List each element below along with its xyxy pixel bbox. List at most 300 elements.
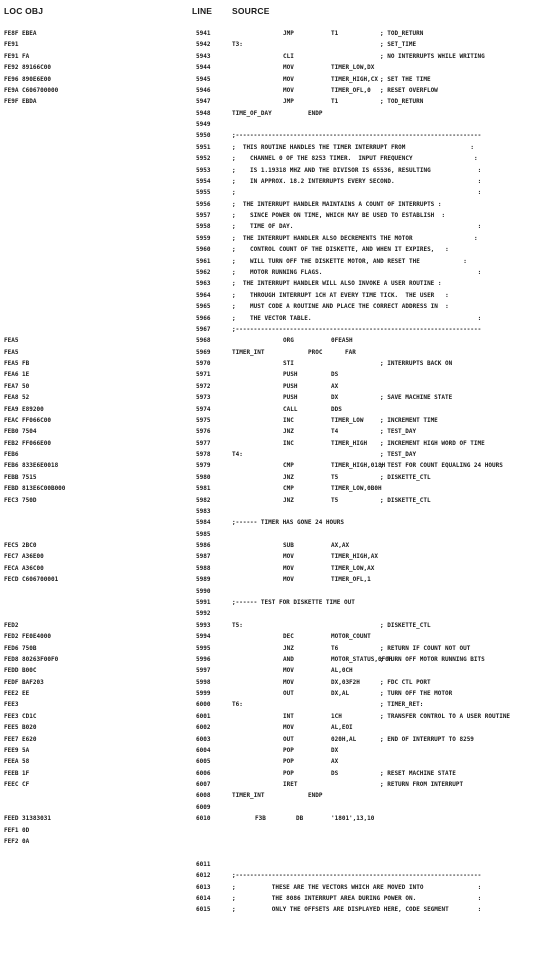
line-number: 5971 (196, 371, 211, 379)
source-comment: ; THE VECTOR TABLE. : (232, 314, 482, 322)
listing-row (0, 665, 560, 676)
listing-row (0, 267, 560, 278)
listing-row (0, 608, 560, 619)
listing-row (0, 460, 560, 471)
source-comment: ; MOTOR RUNNING FLAGS. : (232, 268, 482, 276)
listing-row (0, 495, 560, 506)
listing-row (0, 711, 560, 722)
object-code: FEA7 50 (4, 382, 30, 390)
source-remark: ; END OF INTERRUPT TO 8259 (380, 735, 474, 743)
source-remark: ; SET_TIME (380, 41, 417, 49)
source-mnemonic: PUSH (283, 371, 298, 379)
listing-row (0, 882, 560, 893)
source-mnemonic: MOV (283, 576, 294, 584)
line-number: 6006 (196, 769, 211, 777)
source-mnemonic: DEC (283, 633, 294, 641)
object-code: FE96 890E6E00 (4, 75, 51, 83)
listing-row (0, 51, 560, 62)
line-number: 5968 (196, 337, 211, 345)
source-comment: ; MUST CODE A ROUTINE AND PLACE THE CORRECT ADDRESS IN : (232, 303, 449, 311)
listing-row (0, 756, 560, 767)
object-code: FEEA 58 (4, 758, 30, 766)
listing-row (0, 813, 560, 824)
source-mnemonic: POP (283, 746, 294, 754)
source-comment: ; THE INTERRUPT HANDLER WILL ALSO INVOKE A USER ROUTINE : (232, 280, 442, 288)
line-number: 5985 (196, 530, 211, 538)
source-mnemonic: MOV (283, 667, 294, 675)
line-number: 5982 (196, 496, 211, 504)
listing-row (0, 688, 560, 699)
header-line: LINE (192, 6, 213, 16)
object-code: FEC5 2BC0 (4, 542, 37, 550)
listing-row (0, 39, 560, 50)
source-mnemonic: JNZ (283, 496, 294, 504)
source-label: TIMER_INT (232, 348, 265, 356)
source-remark: ; DISKETTE_CTL (380, 621, 431, 629)
source-mnemonic: CMP (283, 485, 294, 493)
source-remark: ; INCREMENT TIME (380, 416, 438, 424)
object-code: FEEC CF (4, 781, 30, 789)
source-comment: ; TIME OF DAY. : (232, 223, 482, 231)
line-number: 5969 (196, 348, 211, 356)
line-number: 5948 (196, 109, 211, 117)
listing-row (0, 540, 560, 551)
source-mnemonic: OUT (283, 690, 294, 698)
line-number: 5962 (196, 268, 211, 276)
listing-row (0, 28, 560, 39)
listing-row (0, 517, 560, 528)
source-remark: ; TIMER_RET: (380, 701, 424, 709)
source-comment: ;-------------------------------------------------------------------- (232, 325, 482, 333)
line-number: 5952 (196, 155, 211, 163)
line-number: 5956 (196, 200, 211, 208)
source-comment: ; ONLY THE OFFSETS ARE DISPLAYED HERE, CODE SEGMENT : (232, 906, 482, 914)
source-remark: ; SET THE TIME (380, 75, 431, 83)
listing-row (0, 529, 560, 540)
source-label: TIMER_INT (232, 792, 265, 800)
source-operand: T4 (331, 428, 339, 436)
listing-row (0, 199, 560, 210)
listing-row (0, 699, 560, 710)
object-code: FEB6 833E6E0018 (4, 462, 59, 470)
source-operand: 1CH (331, 712, 342, 720)
listing-row (0, 825, 560, 836)
source-operand: TIMER_HIGH (331, 439, 368, 447)
line-number: 5950 (196, 132, 211, 140)
object-code: FEF2 0A (4, 837, 30, 845)
listing-row (0, 847, 560, 858)
object-code: FEE5 B020 (4, 724, 37, 732)
listing-row (0, 586, 560, 597)
listing-row (0, 802, 560, 813)
source-operand: TIMER_HIGH,AX (331, 553, 378, 561)
object-code: FEDD B00C (4, 667, 37, 675)
source-remark: ; INCREMENT HIGH WORD OF TIME (380, 439, 485, 447)
line-number: 5954 (196, 177, 211, 185)
source-comment: ; : (232, 189, 482, 197)
object-code: FEB2 FF066E00 (4, 439, 51, 447)
source-comment: ; IN APPROX. 18.2 INTERRUPTS EVERY SECOND. : (232, 177, 482, 185)
source-mnemonic: AND (283, 655, 294, 663)
source-operand: AX,AX (331, 542, 350, 550)
object-code: FEB0 7504 (4, 428, 37, 436)
source-mnemonic: INC (283, 439, 294, 447)
object-code: FEE2 EE (4, 690, 30, 698)
source-mnemonic: POP (283, 769, 294, 777)
line-number: 5945 (196, 75, 211, 83)
source-label: F3B (255, 815, 266, 823)
line-number: 5963 (196, 280, 211, 288)
listing-row (0, 836, 560, 847)
source-operand: TIMER_LOW,AX (331, 564, 375, 572)
source-comment: ; THE INTERRUPT HANDLER MAINTAINS A COUNT OF INTERRUPTS : (232, 200, 442, 208)
source-operand: TIMER_LOW,0B0H (331, 485, 382, 493)
listing-row (0, 176, 560, 187)
object-code: FEED 31383031 (4, 815, 51, 823)
listing-row (0, 347, 560, 358)
line-number: 5947 (196, 98, 211, 106)
listing-row (0, 415, 560, 426)
line-number: 6012 (196, 872, 211, 880)
source-label: T4: (232, 451, 243, 459)
line-number: 5960 (196, 246, 211, 254)
listing-row (0, 722, 560, 733)
source-operand: AX (331, 758, 339, 766)
listing-row (0, 904, 560, 915)
object-code: FE91 FA (4, 52, 30, 60)
source-mnemonic: PUSH (283, 394, 298, 402)
source-operand: FAR (345, 348, 356, 356)
object-code: FECA A36C00 (4, 564, 44, 572)
line-number: 5979 (196, 462, 211, 470)
object-code: FEA6 1E (4, 371, 30, 379)
object-code: FEE3 CD1C (4, 712, 37, 720)
source-remark: ; TURN OFF MOTOR RUNNING BITS (380, 655, 485, 663)
source-mnemonic: JNZ (283, 473, 294, 481)
line-number: 5941 (196, 30, 211, 37)
source-remark: ; FDC CTL PORT (380, 678, 431, 686)
listing-row (0, 96, 560, 107)
listing-row (0, 62, 560, 73)
source-mnemonic: PROC (308, 348, 323, 356)
listing-row (0, 859, 560, 870)
listing-row (0, 392, 560, 403)
source-operand: TIMER_HIGH,018H (331, 462, 386, 470)
line-number: 5996 (196, 655, 211, 663)
line-number: 5965 (196, 303, 211, 311)
source-mnemonic: PUSH (283, 382, 298, 390)
line-number: 5978 (196, 451, 211, 459)
source-label: TIME_OF_DAY (232, 109, 272, 117)
source-mnemonic: ENDP (308, 792, 323, 800)
source-remark: ; RESET MACHINE STATE (380, 769, 456, 777)
line-number: 5983 (196, 507, 211, 515)
object-code: FEE9 5A (4, 746, 30, 754)
line-number: 5975 (196, 416, 211, 424)
object-code: FE92 89166C00 (4, 64, 51, 72)
line-number: 6001 (196, 712, 211, 720)
line-number: 5942 (196, 41, 211, 49)
listing-row (0, 210, 560, 221)
source-remark: ; TEST_DAY (380, 451, 417, 459)
line-number: 5981 (196, 485, 211, 493)
object-code: FEE3 (4, 701, 19, 709)
source-label: T6: (232, 701, 243, 709)
listing-row (0, 233, 560, 244)
object-code: FE91 (4, 41, 19, 49)
listing-row (0, 631, 560, 642)
source-operand: TIMER_LOW,DX (331, 64, 375, 72)
line-number: 5951 (196, 143, 211, 151)
listing-row (0, 506, 560, 517)
source-operand: DX (331, 746, 339, 754)
object-code: FEEB 1F (4, 769, 30, 777)
listing-row (0, 313, 560, 324)
source-remark: ; TOD_RETURN (380, 98, 424, 106)
line-number: 6010 (196, 815, 211, 823)
listing-row (0, 153, 560, 164)
source-mnemonic: JMP (283, 98, 294, 106)
source-operand: T5 (331, 473, 339, 481)
source-remark: ; RETURN FROM INTERRUPT (380, 781, 464, 789)
source-mnemonic: MOV (283, 75, 294, 83)
object-code: FED6 750B (4, 644, 37, 652)
source-mnemonic: OUT (283, 735, 294, 743)
source-operand: DS (331, 769, 339, 777)
object-code: FED2 FE0E4000 (4, 633, 51, 641)
listing-row (0, 438, 560, 449)
listing-row (0, 620, 560, 631)
source-remark: ; NO INTERRUPTS WHILE WRITING (380, 52, 485, 60)
line-number: 5995 (196, 644, 211, 652)
source-remark: ; DISKETTE_CTL (380, 473, 431, 481)
line-number: 6014 (196, 894, 211, 902)
source-comment: ;-------------------------------------------------------------------- (232, 132, 482, 140)
source-remark: ; DISKETTE_CTL (380, 496, 431, 504)
header-source: SOURCE (232, 6, 270, 16)
source-operand: TIMER_HIGH,CX (331, 75, 378, 83)
listing-row (0, 734, 560, 745)
source-remark: ; TURN OFF THE MOTOR (380, 690, 453, 698)
object-code: FEE7 E620 (4, 735, 37, 743)
object-code: FEBD 813E6C00B000 (4, 485, 66, 493)
line-number: 6008 (196, 792, 211, 800)
line-number: 5988 (196, 564, 211, 572)
line-number: 5974 (196, 405, 211, 413)
listing-row (0, 870, 560, 881)
line-number: 6003 (196, 735, 211, 743)
listing-row (0, 142, 560, 153)
line-number: 5997 (196, 667, 211, 675)
listing-row (0, 893, 560, 904)
source-mnemonic: MOV (283, 553, 294, 561)
source-comment: ; THE INTERRUPT HANDLER ALSO DECREMENTS THE MOTOR : (232, 234, 478, 242)
source-operand: DDS (331, 405, 342, 413)
line-number: 5966 (196, 314, 211, 322)
source-mnemonic: DB (296, 815, 304, 823)
source-operand: T5 (331, 496, 339, 504)
listing-row (0, 85, 560, 96)
source-comment: ; THROUGH INTERRUPT 1CH AT EVERY TIME TICK. THE USER : (232, 291, 449, 299)
line-number: 5999 (196, 690, 211, 698)
object-code: FED2 (4, 621, 19, 629)
listing-row (0, 119, 560, 130)
source-comment: ; THE 8086 INTERRUPT AREA DURING POWER ON. : (232, 894, 482, 902)
line-number: 6005 (196, 758, 211, 766)
source-mnemonic: JMP (283, 30, 294, 37)
header-loc-obj: LOC OBJ (4, 6, 44, 16)
line-number: 5976 (196, 428, 211, 436)
listing-row (0, 563, 560, 574)
source-operand: T1 (331, 30, 339, 37)
listing-row (0, 74, 560, 85)
source-comment: ;------ TEST FOR DISKETTE TIME OUT (232, 599, 355, 606)
listing-row (0, 324, 560, 335)
object-code: FECD C606700001 (4, 576, 59, 584)
object-code: FEC3 750D (4, 496, 37, 504)
listing-row (0, 335, 560, 346)
line-number: 5989 (196, 576, 211, 584)
object-code: FE9F EBDA (4, 98, 37, 106)
listing-row (0, 483, 560, 494)
listing-row (0, 551, 560, 562)
object-code: FE8F EBEA (4, 30, 37, 37)
source-mnemonic: CMP (283, 462, 294, 470)
source-operand: TIMER_OFL,1 (331, 576, 371, 584)
source-mnemonic: POP (283, 758, 294, 766)
line-number: 5990 (196, 587, 211, 595)
source-operand: 0FEA5H (331, 337, 353, 345)
listing-row (0, 779, 560, 790)
source-operand: MOTOR_COUNT (331, 633, 371, 641)
source-mnemonic: MOV (283, 86, 294, 94)
object-code: FED8 80263F00F0 (4, 655, 59, 663)
source-mnemonic: IRET (283, 781, 298, 789)
listing-row (0, 278, 560, 289)
listing-row (0, 130, 560, 141)
source-operand: T1 (331, 98, 339, 106)
listing-row (0, 426, 560, 437)
object-code: FEC7 A36E00 (4, 553, 44, 561)
source-mnemonic: ORG (283, 337, 294, 345)
listing-row (0, 244, 560, 255)
listing-row (0, 404, 560, 415)
object-code: FEF1 0D (4, 826, 30, 834)
source-operand: MOTOR_STATUS,0F0H (331, 655, 393, 663)
line-number: 5967 (196, 325, 211, 333)
object-code: FEBB 7515 (4, 473, 37, 481)
source-mnemonic: MOV (283, 564, 294, 572)
line-number: 5993 (196, 621, 211, 629)
line-number: 5977 (196, 439, 211, 447)
object-code: FEA8 52 (4, 394, 30, 402)
object-code: FEA5 FB (4, 360, 30, 368)
source-remark: ; RETURN IF COUNT NOT OUT (380, 644, 471, 652)
line-number: 5992 (196, 610, 211, 618)
listing-row (0, 358, 560, 369)
source-operand: TIMER_LOW (331, 416, 364, 424)
source-operand: DX,03F2H (331, 678, 360, 686)
source-mnemonic: CLI (283, 52, 294, 60)
source-comment: ; THIS ROUTINE HANDLES THE TIMER INTERRUPT FROM : (232, 143, 475, 151)
source-operand: '1801',13,10 (331, 815, 375, 823)
line-number: 6011 (196, 860, 211, 868)
source-remark: ; RESET OVERFLOW (380, 86, 438, 94)
line-number: 5998 (196, 678, 211, 686)
listing-row (0, 187, 560, 198)
source-operand: 020H,AL (331, 735, 357, 743)
source-remark: ; TEST FOR COUNT EQUALING 24 HOURS (380, 462, 503, 470)
listing-row (0, 472, 560, 483)
listing-row (0, 108, 560, 119)
object-code: FEA5 (4, 337, 19, 345)
source-comment: ; WILL TURN OFF THE DISKETTE MOTOR, AND RESET THE : (232, 257, 467, 265)
source-remark: ; SAVE MACHINE STATE (380, 394, 453, 402)
listing-row (0, 768, 560, 779)
source-operand: T6 (331, 644, 339, 652)
line-number: 5958 (196, 223, 211, 231)
source-operand: DS (331, 371, 339, 379)
line-number: 5987 (196, 553, 211, 561)
source-remark: ; INTERRUPTS BACK ON (380, 360, 453, 368)
line-number: 5994 (196, 633, 211, 641)
listing-row (0, 449, 560, 460)
object-code: FEB6 (4, 451, 19, 459)
source-comment: ; CONTROL COUNT OF THE DISKETTE, AND WHEN IT EXPIRES, : (232, 246, 449, 254)
listing-row (0, 654, 560, 665)
line-number: 6015 (196, 906, 211, 914)
source-operand: AL,0CH (331, 667, 353, 675)
source-mnemonic: JNZ (283, 644, 294, 652)
listing-row (0, 369, 560, 380)
line-number: 6007 (196, 781, 211, 789)
source-mnemonic: SUB (283, 542, 294, 550)
object-code: FEA5 (4, 348, 19, 356)
line-number: 5946 (196, 86, 211, 94)
source-remark: ; TEST_DAY (380, 428, 417, 436)
line-number: 5949 (196, 121, 211, 129)
source-comment: ; THESE ARE THE VECTORS WHICH ARE MOVED INTO : (232, 883, 482, 891)
listing-row (0, 290, 560, 301)
source-mnemonic: INC (283, 416, 294, 424)
listing-row (0, 677, 560, 688)
listing-row (0, 574, 560, 585)
line-number: 5943 (196, 52, 211, 60)
line-number: 5970 (196, 360, 211, 368)
source-remark: ; TRANSFER CONTROL TO A USER ROUTINE (380, 712, 511, 720)
source-mnemonic: CALL (283, 405, 298, 413)
source-comment: ;-------------------------------------------------------------------- (232, 872, 482, 880)
listing-row (0, 381, 560, 392)
line-number: 5959 (196, 234, 211, 242)
line-number: 6009 (196, 803, 211, 811)
listing-row (0, 745, 560, 756)
line-number: 5964 (196, 291, 211, 299)
source-mnemonic: MOV (283, 678, 294, 686)
source-mnemonic: MOV (283, 64, 294, 72)
source-operand: DX,AL (331, 690, 350, 698)
line-number: 6000 (196, 701, 211, 709)
source-operand: DX (331, 394, 339, 402)
line-number: 5944 (196, 64, 211, 72)
source-mnemonic: STI (283, 360, 294, 368)
source-operand: AX (331, 382, 339, 390)
source-operand: TIMER_OFL,0 (331, 86, 371, 94)
source-comment: ; IS 1.19318 MHZ AND THE DIVISOR IS 65536, RESULTING : (232, 166, 482, 174)
line-number: 5991 (196, 599, 211, 606)
listing-row (0, 643, 560, 654)
source-operand: AL,EOI (331, 724, 353, 732)
